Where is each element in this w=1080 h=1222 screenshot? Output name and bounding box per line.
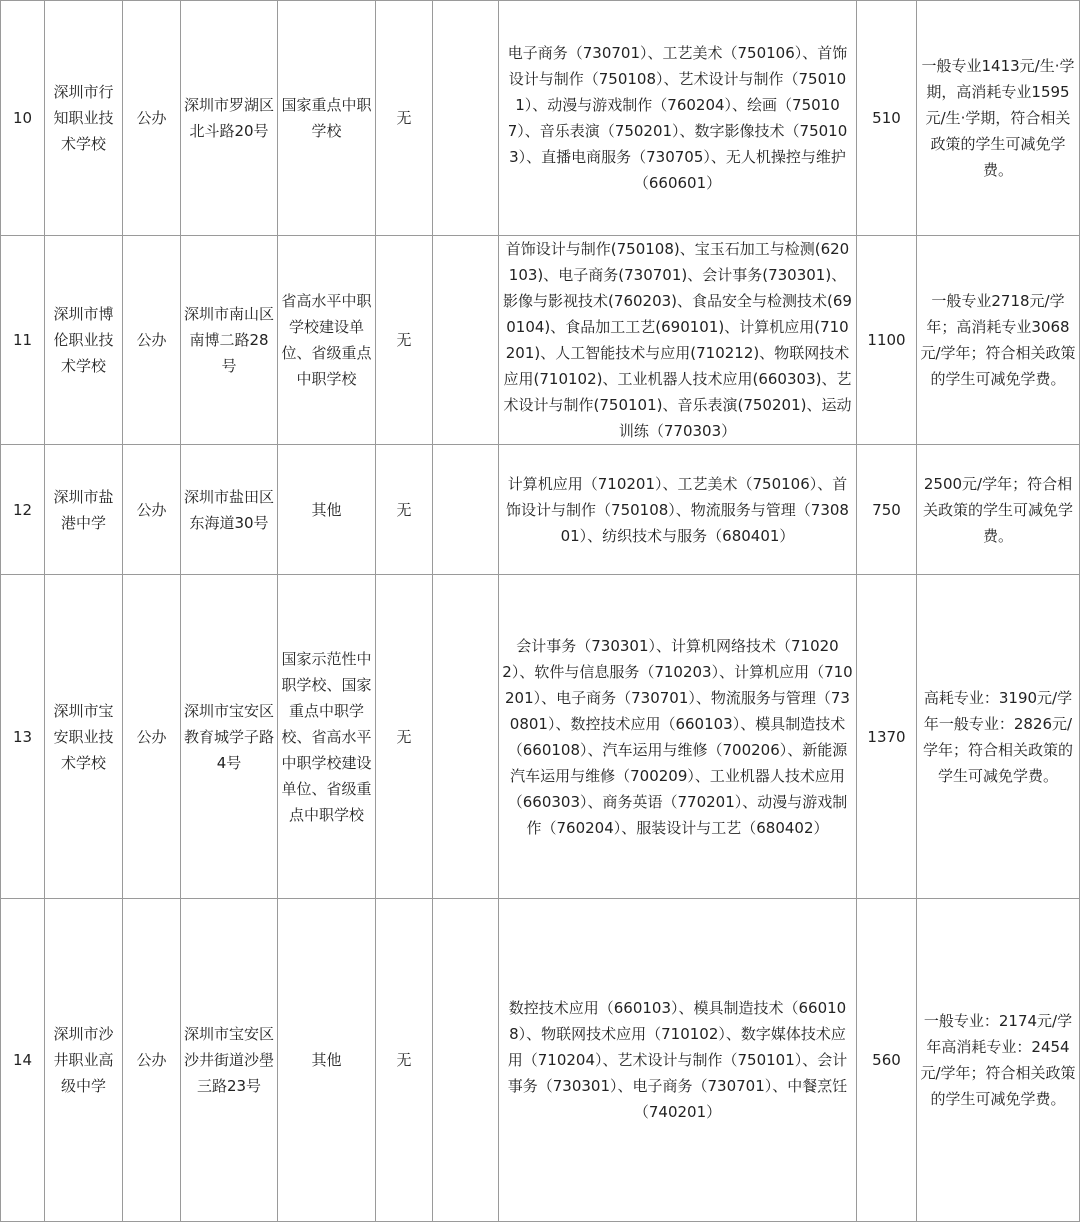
school-name: 深圳市盐港中学	[45, 445, 123, 575]
table-row	[1, 899, 1080, 1222]
school-type: 公办	[123, 445, 181, 575]
school-name: 深圳市行知职业技术学校	[45, 1, 123, 236]
tuition-fee: 2500元/学年；符合相关政策的学生可减免学费。	[917, 445, 1080, 575]
table-row	[1, 1, 1080, 236]
extra-info: 无	[376, 575, 433, 899]
extra-info: 无	[376, 445, 433, 575]
row-number: 10	[1, 1, 45, 236]
school-level: 国家重点中职学校	[278, 1, 376, 236]
row-number: 14	[1, 899, 45, 1222]
enrollment-plan: 1370	[857, 575, 917, 899]
blank-cell	[433, 445, 499, 575]
blank-cell	[433, 236, 499, 445]
school-address: 深圳市宝安区教育城学子路4号	[181, 575, 278, 899]
school-type: 公办	[123, 575, 181, 899]
enrollment-plan: 750	[857, 445, 917, 575]
extra-info: 无	[376, 899, 433, 1222]
majors-list: 计算机应用（710201）、工艺美术（750106）、首饰设计与制作（750108）、物流服务与管理（730801）、纺织技术与服务（680401）	[499, 445, 857, 575]
school-level: 其他	[278, 899, 376, 1222]
school-level: 省高水平中职学校建设单位、省级重点中职学校	[278, 236, 376, 445]
school-address: 深圳市南山区南博二路28号	[181, 236, 278, 445]
school-level: 国家示范性中职学校、国家重点中职学校、省高水平中职学校建设单位、省级重点中职学校	[278, 575, 376, 899]
row-number: 13	[1, 575, 45, 899]
tuition-fee: 一般专业：2174元/学年高消耗专业：2454元/学年；符合相关政策的学生可减免学费。	[917, 899, 1080, 1222]
school-type: 公办	[123, 1, 181, 236]
enrollment-plan: 560	[857, 899, 917, 1222]
school-level: 其他	[278, 445, 376, 575]
extra-info: 无	[376, 236, 433, 445]
tuition-fee: 高耗专业：3190元/学年一般专业：2826元/学年；符合相关政策的学生可减免学费。	[917, 575, 1080, 899]
blank-cell	[433, 575, 499, 899]
majors-list: 首饰设计与制作(750108)、宝玉石加工与检测(620103)、电子商务(730701)、会计事务(730301)、影像与影视技术(760203)、食品安全与检测技术(690104)、食品加工工艺(690101)、计算机应用(710201)、人工智能技术与应用(710212)、物联网技术应用(710102)、工业机器人技术应用(660303)、艺术设计与制作(750101)、音乐表演(750201)、运动训练（770303）	[499, 236, 857, 445]
majors-list: 会计事务（730301）、计算机网络技术（710202）、软件与信息服务（710203）、计算机应用（710201）、电子商务（730701）、物流服务与管理（730801）、数控技术应用（660103）、模具制造技术（660108）、汽车运用与维修（700206）、新能源汽车运用与维修（700209）、工业机器人技术应用（660303）、商务英语（770201）、动漫与游戏制作（760204）、服装设计与工艺（680402）	[499, 575, 857, 899]
table-row	[1, 445, 1080, 575]
table-row	[1, 236, 1080, 445]
table-row	[1, 575, 1080, 899]
blank-cell	[433, 1, 499, 236]
enrollment-plan: 510	[857, 1, 917, 236]
school-name: 深圳市博伦职业技术学校	[45, 236, 123, 445]
majors-list: 数控技术应用（660103）、模具制造技术（660108）、物联网技术应用（710102）、数字媒体技术应用（710204）、艺术设计与制作（750101）、会计事务（730301）、电子商务（730701）、中餐烹饪（740201）	[499, 899, 857, 1222]
school-address: 深圳市罗湖区北斗路20号	[181, 1, 278, 236]
tuition-fee: 一般专业1413元/生·学期，高消耗专业1595元/生·学期，符合相关政策的学生可减免学费。	[917, 1, 1080, 236]
row-number: 12	[1, 445, 45, 575]
school-address: 深圳市宝安区沙井街道沙壆三路23号	[181, 899, 278, 1222]
majors-list: 电子商务（730701）、工艺美术（750106）、首饰设计与制作（750108）、艺术设计与制作（750101）、动漫与游戏制作（760204）、绘画（750107）、音乐表演（750201）、数字影像技术（750103）、直播电商服务（730705）、无人机操控与维护（660601）	[499, 1, 857, 236]
school-name: 深圳市沙井职业高级中学	[45, 899, 123, 1222]
blank-cell	[433, 899, 499, 1222]
tuition-fee: 一般专业2718元/学年；高消耗专业3068元/学年；符合相关政策的学生可减免学费。	[917, 236, 1080, 445]
school-type: 公办	[123, 236, 181, 445]
school-type: 公办	[123, 899, 181, 1222]
enrollment-plan: 1100	[857, 236, 917, 445]
extra-info: 无	[376, 1, 433, 236]
row-number: 11	[1, 236, 45, 445]
school-name: 深圳市宝安职业技术学校	[45, 575, 123, 899]
school-address: 深圳市盐田区东海道30号	[181, 445, 278, 575]
